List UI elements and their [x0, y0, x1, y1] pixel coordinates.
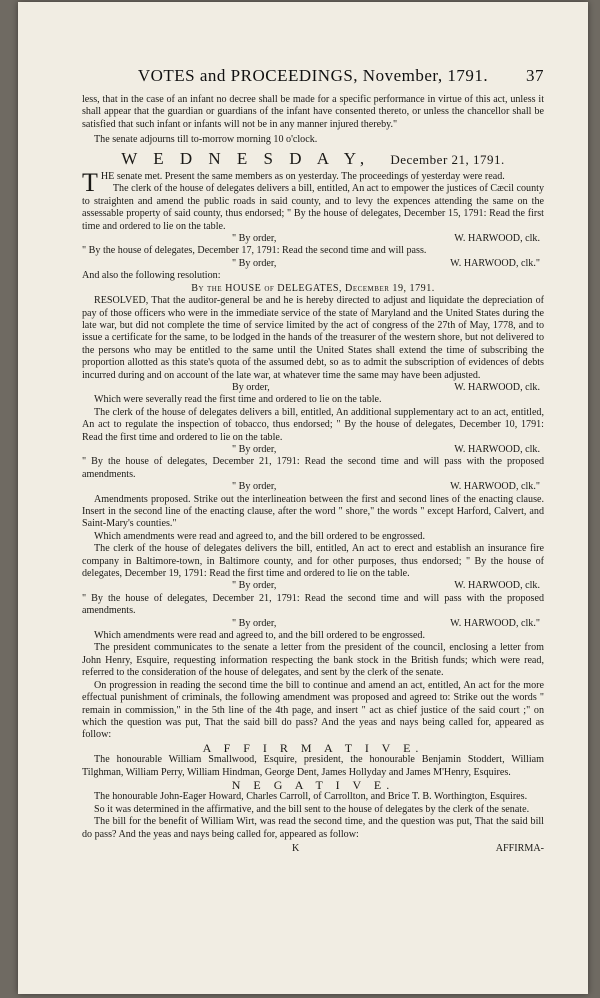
- president-letter-paragraph: The president communicates to the senate a letter from the president of the council, enclosing a letter from John Henry, Esquire, requesting information respecting the bank stock in the British funds; which were read, referred to the consideration of the house of delegates, and sent by the clerk of the senate.: [82, 642, 544, 679]
- bill3-agreed: Which amendments were read and agreed to, and the bill ordered to be engrossed.: [94, 630, 426, 642]
- resolution-text: RESOLVED, That the auditor-general be and he is hereby directed to adjust and liquidate the depreciation of pay of those officers who were in the immediate service of the state of Maryland and the United States during the late war, but did not complete the time of service limited by the act of congress of the 27th of May, 1778, and to issue a certificate for the same, to be lodged in the hands of the treasurer of the western shore, but not delivered to the persons who may be entitled to the same until the United States shall extend the time of subscribing the proportion allotted as this state's quota of the assumed debt, so as to admit the subscription of evidences of debts incurred during and on account of the late war, at whatever time the same may have been adjusted.: [82, 295, 544, 381]
- page-number: 37: [526, 66, 544, 85]
- running-header: [82, 66, 544, 86]
- clerk-signature: W. HARWOOD, clk.": [450, 617, 540, 629]
- clerk-signature: W. HARWOOD, clk.: [454, 381, 540, 393]
- negative-names: The honourable John-Eager Howard, Charles Carroll, of Carrollton, and Brice T. B. Worthington, Esquires.: [94, 791, 528, 803]
- by-order: " By order,: [232, 257, 277, 269]
- page-body: [82, 94, 544, 855]
- document-page: [18, 2, 588, 994]
- bill3-second-reading: " By the house of delegates, December 21, 1791: Read the second time and will pass with the proposed amendments.: [82, 592, 544, 617]
- page-footer: [82, 843, 544, 855]
- day-heading: [82, 148, 544, 168]
- signature-line: [82, 618, 544, 630]
- amendments-paragraph: Amendments proposed. Strike out the interlineation between the first and second lines of the enacting clause. Insert in the second line of the enacting clause, after the word " shore," the words " except Harford, Calvert, and Saint-Mary's counties.": [82, 493, 544, 530]
- bill2-paragraph: The clerk of the house of delegates delivers a bill, entitled, An additional supplementary act to an act, entitled, An act to regulate the inspection of tobacco, thus endorsed; " By the house of delegates, December 10, 1791: Read the first time and ordered to lie on the table.: [82, 406, 544, 443]
- signature-mark: K: [292, 842, 300, 854]
- clerk-signature: W. HARWOOD, clk.: [454, 580, 540, 592]
- determined-paragraph: So it was determined in the affirmative, and the bill sent to the house of delegates by the clerk of the senate.: [94, 803, 530, 815]
- drop-cap: T: [82, 168, 98, 198]
- clerk-signature: W. HARWOOD, clk.": [450, 481, 540, 493]
- day-weekday: W E D N E S D A Y,: [121, 148, 371, 168]
- by-order: " By order,: [232, 580, 277, 592]
- signature-line: [82, 382, 544, 394]
- criminals-bill-paragraph: On progression in reading the second time the bill to continue and amend an act, entitled, An act for the more effectual punishment of criminals, the following amendment was proposed and agreed to: Strike out the words " remain in commission," in the 5th line of the 4th page, and insert " act as chief justice of the said court ;" on which the question was put, That the said bill do pass? And the yeas and nays being called for, appeared as follow:: [82, 679, 544, 741]
- bill1-second-reading: " By the house of delegates, December 17, 1791: Read the second time and will pass.: [82, 245, 427, 257]
- signature-line: [82, 444, 544, 456]
- resolution-heading: By the HOUSE of DELEGATES, December 19, 1791.: [191, 282, 435, 294]
- clerk-signature: W. HARWOOD, clk.": [450, 257, 540, 269]
- adjourn-line: The senate adjourns till to-morrow morning 10 o'clock.: [94, 134, 318, 146]
- clerk-signature: W. HARWOOD, clk.: [454, 233, 540, 245]
- resolution-intro: And also the following resolution:: [82, 270, 221, 282]
- day-date: December 21, 1791.: [390, 151, 505, 167]
- affirmative-names: The honourable William Smallwood, Esquire, president, the honourable Benjamin Stoddert, William Tilghman, William Perry, William Hindman, George Dent, James Hollyday and James M'Henry, Esquires.: [82, 754, 544, 778]
- by-order: By order,: [232, 381, 270, 393]
- by-order: " By order,: [232, 233, 277, 245]
- catchword: AFFIRMA-: [495, 842, 544, 854]
- signature-line: [82, 481, 544, 493]
- bill2-second-reading: " By the house of delegates, December 21, 1791: Read the second time and will pass with the proposed amendments.: [82, 456, 544, 480]
- by-order: " By order,: [232, 443, 277, 455]
- affirmative-heading: A F F I R M A T I V E.: [202, 740, 424, 755]
- signature-line: [82, 233, 544, 245]
- negative-heading: N E G A T I V E.: [231, 777, 395, 792]
- by-order: " By order,: [232, 481, 277, 493]
- clerk-signature: W. HARWOOD, clk.: [454, 443, 540, 455]
- signature-line: [82, 580, 544, 592]
- wirt-bill-paragraph: The bill for the benefit of William Wirt, was read the second time, and the question was put, That the said bill do pass? And the yeas and nays being called for, appeared as follow:: [82, 816, 544, 840]
- bill1-paragraph: The clerk of the house of delegates delivers a bill, entitled, An act to empower the justices of Cæcil county to straighten and amend the public roads in said county, and to levy the expences attending the same on the assessable property of said county, thus endorsed; " By the house of delegates, December 15, 1791: Read the first time and ordered to lie on the table.: [82, 183, 544, 232]
- opening-text: HE senate met. Present the same members as on yesterday. The proceedings of yesterday were read.: [100, 171, 505, 183]
- running-title: VOTES and PROCEEDINGS, November, 1791.: [137, 66, 489, 85]
- bill3-paragraph: The clerk of the house of delegates delivers the bill, entitled, An act to erect and establish an insurance fire company in Baltimore-town, in Baltimore county, and for other purposes, thus endorsed; " By the house of delegates, December 19, 1791: Read the first time and ordered to lie on the table.: [82, 543, 544, 580]
- continuation-paragraph: less, that in the case of an infant no decree shall be made for a specific performance in virtue of this act, unless it shall appear that the guardian or guardians of the infant have consented thereto, or unless the chancellor shall be satisfied that such infant or infants will not be in any manner injured thereby.": [82, 94, 544, 130]
- amendments-agreed: Which amendments were read and agreed to, and the bill ordered to be engrossed.: [94, 530, 426, 542]
- signature-line: [82, 258, 544, 270]
- by-order: " By order,: [232, 617, 277, 629]
- severally-line: Which were severally read the first time and ordered to lie on the table.: [94, 394, 382, 406]
- opening-paragraph: [82, 168, 544, 198]
